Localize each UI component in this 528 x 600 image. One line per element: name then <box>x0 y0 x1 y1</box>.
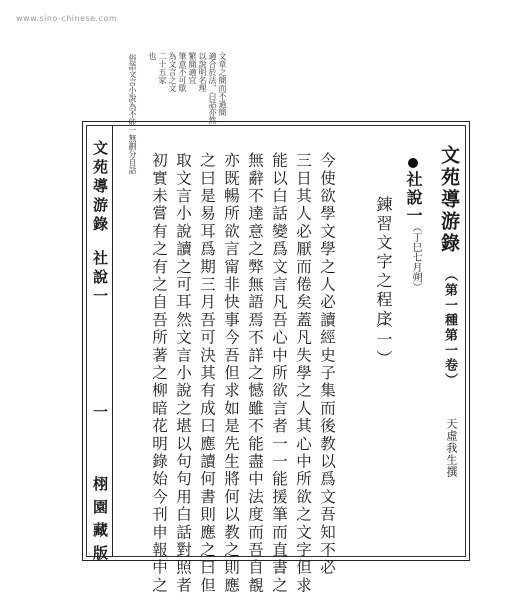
author-label: 天虛我生撰 <box>445 418 458 478</box>
text-column: 無辭不達意之弊無語焉不詳之憾雖不能盡中法度而吾自覩 <box>246 152 264 595</box>
text-column: 取文言小說讀之可耳然文言小說之堪以句句用白話對照者 <box>174 152 192 595</box>
section-date: （丁巳七月朔） <box>410 222 421 292</box>
bullet-icon <box>408 158 418 168</box>
watermark: www.sino-chinese.com <box>16 14 118 23</box>
text-column: 三日其人必厭而倦矣蓋凡失學之人其心中所欲之文字但求 <box>294 152 312 595</box>
margin-note: 以說明名理 <box>198 52 207 92</box>
spine-title: 文苑導游錄 <box>91 140 109 235</box>
text-column: 能以白話變爲文言凡吾心中所欲言者一一能援筆而直書之 <box>270 152 288 595</box>
text-column: 今使欲學文學之人必讀經史子集而後教以爲文吾知不必 <box>318 152 336 577</box>
volume-label: （第一種第一卷） <box>442 268 457 388</box>
margin-note: 適合於法，白話亦然 <box>208 52 217 124</box>
spine-section: 社說一 <box>91 250 109 307</box>
text-column: 初實未嘗有之有之自吾所著之柳暗花明錄始今刊申報中之 <box>150 152 168 595</box>
section-subtitle: 鍊習文字之程序 <box>374 196 393 329</box>
margin-note: 文章之簡而不過簡 <box>218 52 227 116</box>
text-column: 之曰是易耳爲期三月吾可決其有成曰應讀何書則應之曰但 <box>198 152 216 595</box>
margin-note: 為文言之文 <box>168 52 177 92</box>
spine-page-number: 一 <box>91 404 109 423</box>
section-heading <box>402 158 425 225</box>
margin-note: 二十五家 <box>158 52 167 84</box>
margin-note: 也 <box>148 52 157 60</box>
margin-note: 繁簡適宜 <box>188 52 197 84</box>
section-label: 社說一 <box>404 171 423 225</box>
section-part: （一） <box>374 312 393 369</box>
book-title: 文苑導游錄 <box>438 145 460 255</box>
margin-note: 筆意不可歇 <box>178 52 187 92</box>
spine-divider <box>112 125 113 557</box>
margin-note-right: 俗語文言小說為不能一無劃分自話 <box>128 54 137 174</box>
text-column: 亦既暢所欲言甯非快事今吾但求如是先生將何以教之則應 <box>222 152 240 595</box>
spine-publisher: 栩園藏版 <box>91 476 109 568</box>
